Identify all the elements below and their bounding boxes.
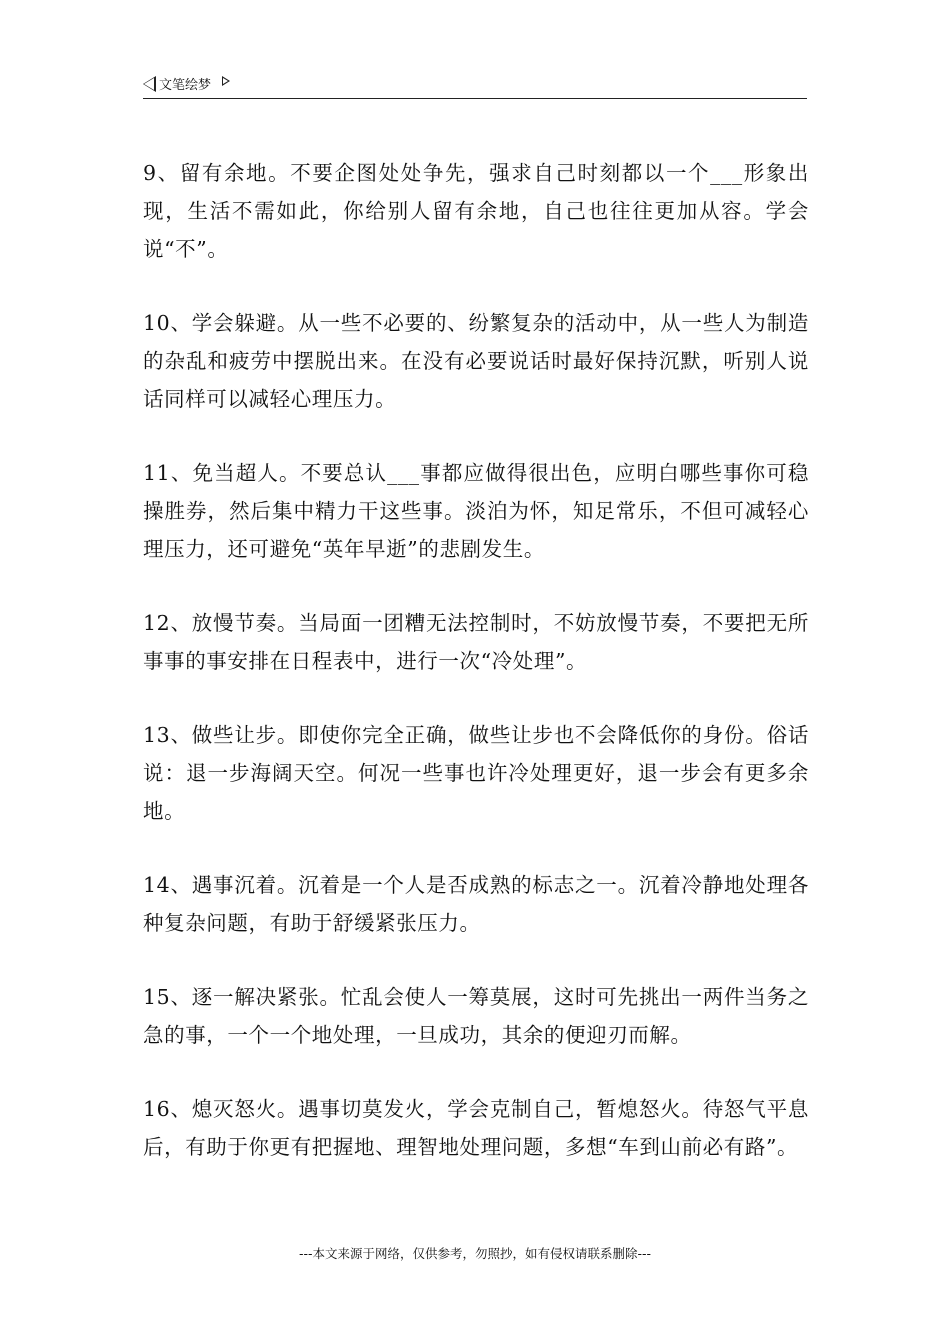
paragraph-15: 15、逐一解决紧张。忙乱会使人一筹莫展，这时可先挑出一两件当务之急的事，一个一个地处理，一旦成功，其余的便迎刃而解。 <box>143 985 809 1047</box>
paragraph-10: 10、学会躲避。从一些不必要的、纷繁复杂的活动中，从一些人为制造的杂乱和疲劳中摆脱出来。在没有必要说话时最好保持沉默，听别人说话同样可以减轻心理压力。 <box>143 311 809 411</box>
paragraph-14: 14、遇事沉着。沉着是一个人是否成熟的标志之一。沉着冷静地处理各种复杂问题，有助于舒缓紧张压力。 <box>143 873 809 935</box>
paragraph-9: 9、留有余地。不要企图处处争先，强求自己时刻都以一个___形象出现，生活不需如此，你给别人留有余地，自己也往往更加从容。学会说“不”。 <box>143 161 809 261</box>
page-footer: ---本文来源于网络，仅供参考，勿照抄，如有侵权请联系删除--- <box>298 1246 652 1261</box>
paragraph-11: 11、免当超人。不要总认___事都应做得很出色，应明白哪些事你可稳操胜券，然后集中精力干这些事。淡泊为怀，知足常乐，不但可减轻心理压力，还可避免“英年早逝”的悲剧发生。 <box>143 461 809 561</box>
paragraph-16: 16、熄灭怒火。遇事切莫发火，学会克制自己，暂熄怒火。待怒气平息后，有助于你更有把握地、理智地处理问题，多想“车到山前必有路”。 <box>143 1097 809 1159</box>
page-header <box>143 72 807 99</box>
triangle-left-icon <box>143 76 156 92</box>
header-brand <box>143 74 230 93</box>
paragraph-12: 12、放慢节奏。当局面一团糟无法控制时，不妨放慢节奏，不要把无所事事的事安排在日程表中，进行一次“冷处理”。 <box>143 611 809 673</box>
paragraph-13: 13、做些让步。即使你完全正确，做些让步也不会降低你的身份。俗话说：退一步海阔天空。何况一些事也许冷处理更好，退一步会有更多余地。 <box>143 723 809 823</box>
header-title: 文笔绘梦 <box>159 78 212 93</box>
triangle-right-icon <box>222 76 230 86</box>
document-body <box>143 154 809 1202</box>
